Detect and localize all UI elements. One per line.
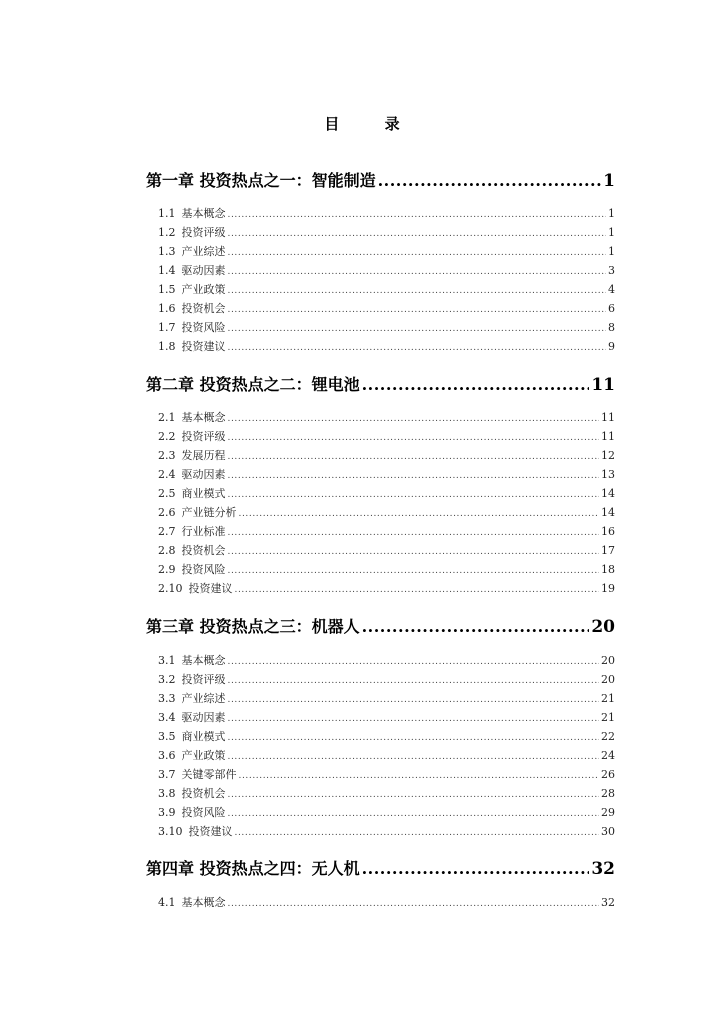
section-title: 投资风险: [181, 563, 226, 576]
section-page-number: 3: [608, 264, 615, 277]
dot-leader: [228, 433, 600, 443]
dot-leader: [235, 828, 600, 838]
section-title: 驱动因素: [181, 264, 226, 277]
section-number: 2.6: [158, 506, 176, 519]
section-page-number: 21: [601, 711, 615, 724]
section-page-number: 12: [601, 449, 615, 462]
section-title: 商业模式: [181, 730, 226, 743]
dot-leader: [362, 375, 590, 394]
section-title: 投资评级: [181, 226, 226, 239]
chapter-3-entry[interactable]: [146, 614, 615, 636]
toc-title: 目 录: [324, 115, 420, 133]
section-entry[interactable]: [158, 690, 615, 708]
chapter-page-number: 32: [591, 859, 615, 879]
section-page-number: 9: [608, 340, 615, 353]
section-title: 投资评级: [181, 673, 226, 686]
section-title: 产业政策: [181, 749, 226, 762]
section-number: 1.1: [158, 207, 176, 220]
dot-leader: [228, 566, 600, 576]
dot-leader: [228, 733, 600, 743]
dot-leader: [228, 752, 600, 762]
dot-leader: [228, 267, 607, 277]
section-page-number: 14: [601, 506, 615, 519]
dot-leader: [228, 714, 600, 724]
section-number: 2.4: [158, 468, 176, 481]
section-page-number: 8: [608, 321, 615, 334]
section-title: 发展历程: [181, 449, 226, 462]
section-title: 产业综述: [181, 692, 226, 705]
section-page-number: 30: [601, 825, 615, 838]
section-page-number: 17: [601, 544, 615, 557]
dot-leader: [228, 695, 600, 705]
section-entry[interactable]: [158, 205, 615, 223]
section-title: 投资机会: [181, 544, 226, 557]
section-entry[interactable]: [158, 504, 615, 522]
section-title: 投资机会: [181, 302, 226, 315]
section-entry[interactable]: [158, 300, 615, 318]
dot-leader: [228, 547, 600, 557]
section-page-number: 18: [601, 563, 615, 576]
section-page-number: 11: [601, 430, 615, 443]
section-entry[interactable]: [158, 823, 615, 841]
section-title: 产业政策: [181, 283, 226, 296]
section-number: 1.7: [158, 321, 176, 334]
dot-leader: [228, 490, 600, 500]
section-page-number: 20: [601, 673, 615, 686]
dot-leader: [362, 859, 590, 878]
section-number: 3.8: [158, 787, 176, 800]
section-entry[interactable]: [158, 485, 615, 503]
chapter-title: 第三章 投资热点之三：机器人: [146, 617, 360, 636]
dot-leader: [228, 248, 607, 258]
section-title: 行业标准: [181, 525, 226, 538]
section-number: 2.5: [158, 487, 176, 500]
section-number: 1.5: [158, 283, 176, 296]
chapter-page-number: 11: [591, 375, 615, 395]
dot-leader: [362, 617, 590, 636]
dot-leader: [228, 657, 600, 667]
section-entry[interactable]: [158, 447, 615, 465]
dot-leader: [239, 771, 600, 781]
section-entry[interactable]: [158, 580, 615, 598]
section-number: 1.2: [158, 226, 176, 239]
chapter-page-number: 20: [591, 617, 615, 637]
dot-leader: [228, 210, 607, 220]
section-page-number: 29: [601, 806, 615, 819]
section-number: 3.4: [158, 711, 176, 724]
dot-leader: [235, 585, 600, 595]
dot-leader: [228, 809, 600, 819]
section-title: 关键零部件: [181, 768, 237, 781]
section-number: 3.9: [158, 806, 176, 819]
section-page-number: 28: [601, 787, 615, 800]
section-number: 3.5: [158, 730, 176, 743]
section-entry[interactable]: [158, 523, 615, 541]
section-title: 投资风险: [181, 321, 226, 334]
section-title: 基本概念: [181, 654, 226, 667]
dot-leader: [228, 324, 607, 334]
dot-leader: [228, 343, 607, 353]
section-title: 投资风险: [181, 806, 226, 819]
dot-leader: [228, 229, 607, 239]
section-entry[interactable]: [158, 728, 615, 746]
dot-leader: [228, 790, 600, 800]
section-entry[interactable]: [158, 243, 615, 261]
section-number: 3.7: [158, 768, 176, 781]
chapter-1-entry[interactable]: [146, 168, 615, 190]
section-page-number: 1: [608, 226, 615, 239]
section-number: 2.3: [158, 449, 176, 462]
section-entry[interactable]: [158, 709, 615, 727]
section-entry[interactable]: [158, 428, 615, 446]
section-title: 投资评级: [181, 430, 226, 443]
section-number: 4.1: [158, 896, 176, 909]
section-number: 2.1: [158, 411, 176, 424]
section-number: 2.8: [158, 544, 176, 557]
section-title: 驱动因素: [181, 711, 226, 724]
section-number: 1.6: [158, 302, 176, 315]
section-page-number: 1: [608, 245, 615, 258]
section-title: 驱动因素: [181, 468, 226, 481]
section-number: 3.3: [158, 692, 176, 705]
dot-leader: [228, 471, 600, 481]
dot-leader: [239, 509, 600, 519]
dot-leader: [228, 414, 600, 424]
section-title: 产业链分析: [181, 506, 237, 519]
dot-leader: [228, 899, 600, 909]
dot-leader: [228, 676, 600, 686]
dot-leader: [228, 305, 607, 315]
dot-leader: [228, 286, 607, 296]
section-title: 产业综述: [181, 245, 226, 258]
section-number: 2.10: [158, 582, 183, 595]
section-number: 1.3: [158, 245, 176, 258]
chapter-title: 第一章 投资热点之一：智能制造: [146, 171, 376, 190]
section-page-number: 32: [601, 896, 615, 909]
section-page-number: 4: [608, 283, 615, 296]
dot-leader: [378, 171, 602, 190]
section-page-number: 16: [601, 525, 615, 538]
section-page-number: 21: [601, 692, 615, 705]
section-entry[interactable]: [158, 561, 615, 579]
section-entry[interactable]: [158, 652, 615, 670]
section-page-number: 20: [601, 654, 615, 667]
section-number: 3.2: [158, 673, 176, 686]
section-page-number: 19: [601, 582, 615, 595]
section-page-number: 1: [608, 207, 615, 220]
chapter-4-entry[interactable]: [146, 856, 615, 878]
section-number: 1.4: [158, 264, 176, 277]
section-title: 投资建议: [181, 340, 226, 353]
section-title: 基本概念: [181, 207, 226, 220]
chapter-2-entry[interactable]: [146, 372, 615, 394]
section-page-number: 14: [601, 487, 615, 500]
chapter-title: 第二章 投资热点之二：锂电池: [146, 375, 360, 394]
section-page-number: 13: [601, 468, 615, 481]
section-title: 投资建议: [188, 582, 233, 595]
section-number: 2.2: [158, 430, 176, 443]
section-entry[interactable]: [158, 338, 615, 356]
section-entry[interactable]: [158, 542, 615, 560]
section-page-number: 11: [601, 411, 615, 424]
section-entry[interactable]: [158, 262, 615, 280]
section-number: 3.10: [158, 825, 183, 838]
section-entry[interactable]: [158, 785, 615, 803]
section-page-number: 26: [601, 768, 615, 781]
chapter-title: 第四章 投资热点之四：无人机: [146, 859, 360, 878]
section-number: 3.1: [158, 654, 176, 667]
section-number: 2.7: [158, 525, 176, 538]
section-number: 1.8: [158, 340, 176, 353]
section-entry[interactable]: [158, 281, 615, 299]
section-page-number: 6: [608, 302, 615, 315]
chapter-page-number: 1: [603, 171, 615, 191]
section-number: 3.6: [158, 749, 176, 762]
section-entry[interactable]: [158, 409, 615, 427]
section-page-number: 22: [601, 730, 615, 743]
section-title: 基本概念: [181, 896, 226, 909]
section-entry[interactable]: [158, 747, 615, 765]
section-entry[interactable]: [158, 466, 615, 484]
section-entry[interactable]: [158, 671, 615, 689]
section-page-number: 24: [601, 749, 615, 762]
section-entry[interactable]: [158, 319, 615, 337]
section-title: 基本概念: [181, 411, 226, 424]
dot-leader: [228, 528, 600, 538]
section-entry[interactable]: [158, 224, 615, 242]
section-entry[interactable]: [158, 894, 615, 912]
section-number: 2.9: [158, 563, 176, 576]
dot-leader: [228, 452, 600, 462]
section-entry[interactable]: [158, 766, 615, 784]
section-title: 投资机会: [181, 787, 226, 800]
section-title: 投资建议: [188, 825, 233, 838]
section-entry[interactable]: [158, 804, 615, 822]
section-title: 商业模式: [181, 487, 226, 500]
